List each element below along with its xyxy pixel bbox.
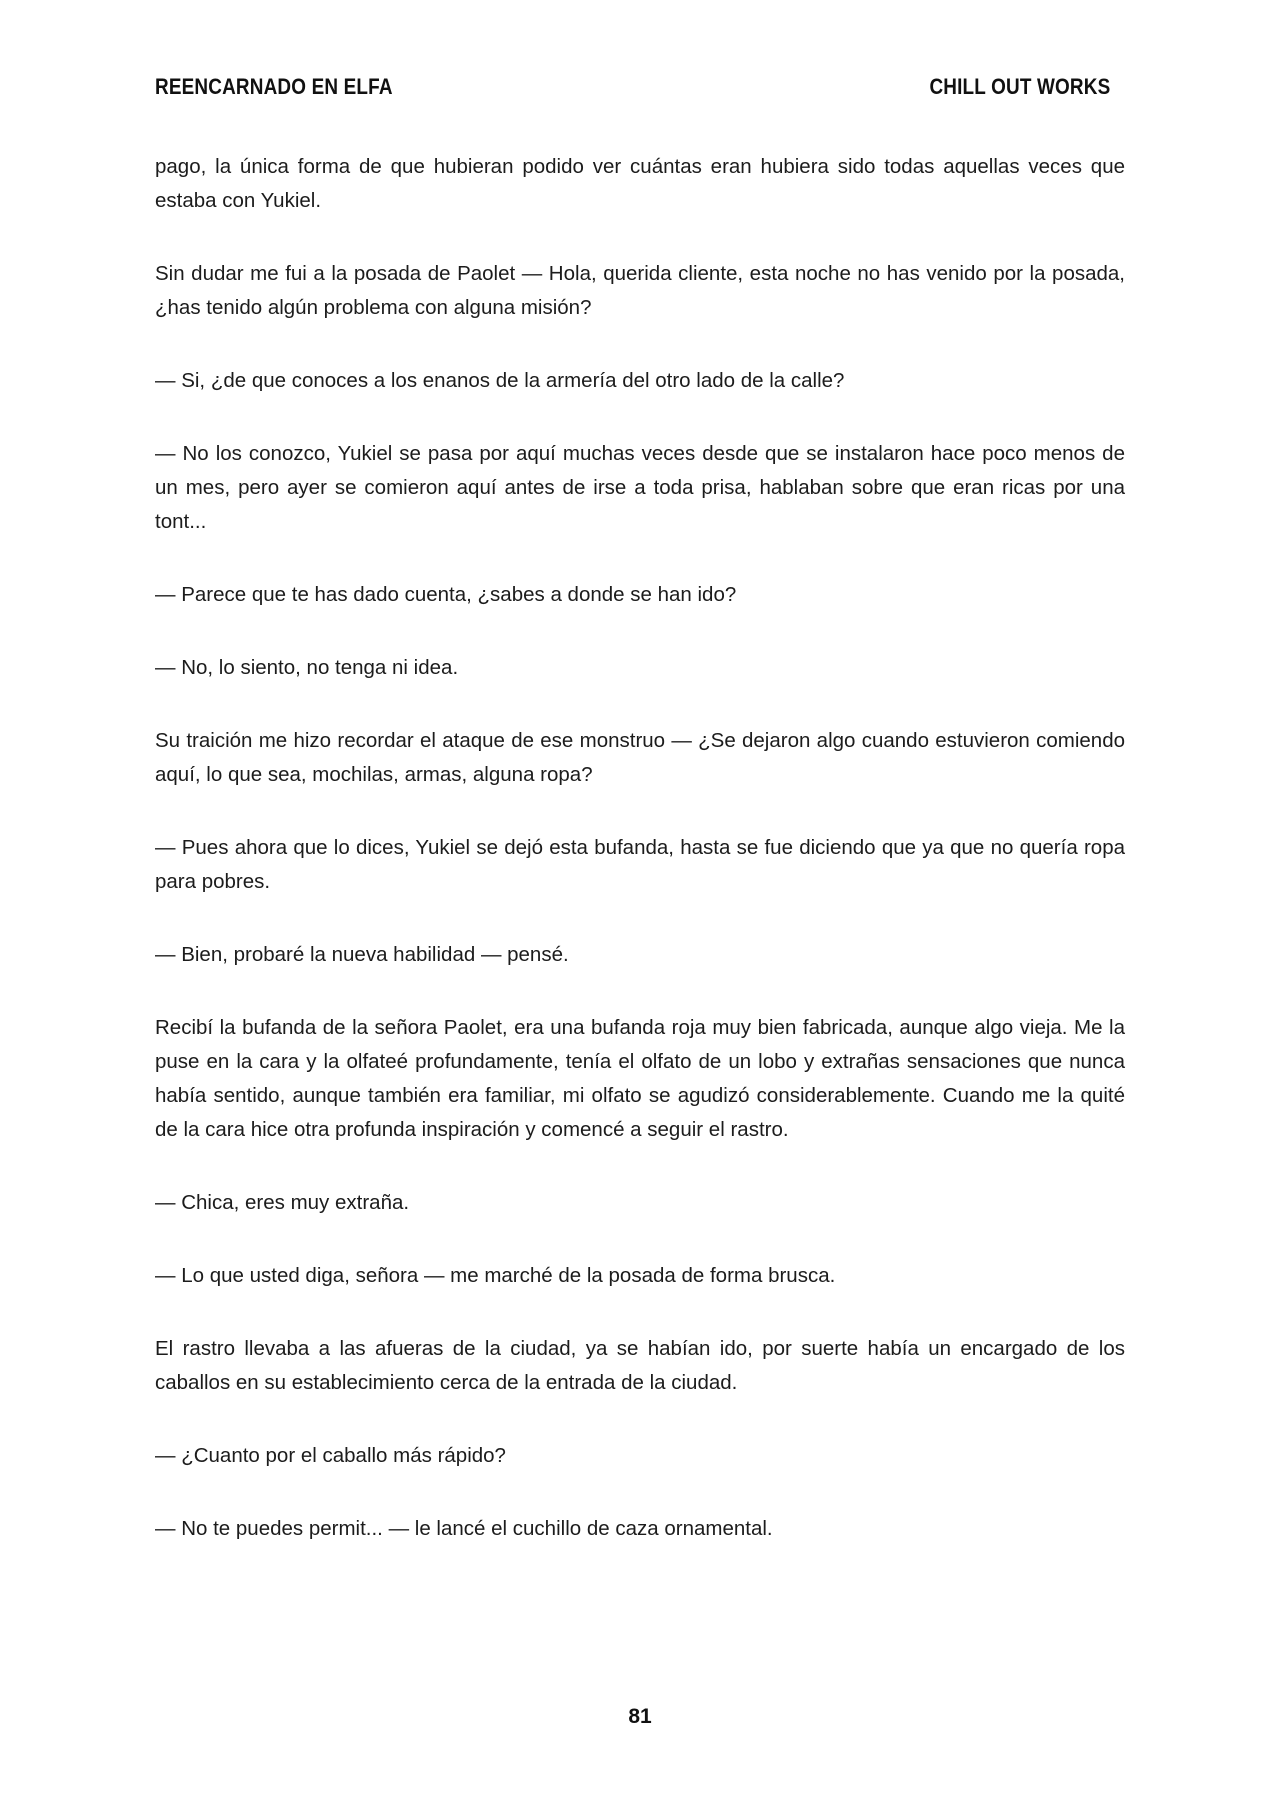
paragraph: — No, lo siento, no tenga ni idea. (155, 656, 459, 679)
book-title: REENCARNADO EN ELFA (155, 74, 393, 99)
paragraph: Recibí la bufanda de la señora Paolet, era una bufanda roja muy bien fabricada, aunque algo vieja. Me la puse en la cara y la olfateé profundamente, tenía el olfato de un lobo y extrañas sensaciones que nunca había sentido, aunque también era familiar, mi olfato se agudizó considerablemente. Cuando me la quité de la cara hice otra profunda inspiración y comencé a seguir el rastro. (155, 1016, 1125, 1141)
paragraph: — ¿Cuanto por el caballo más rápido? (155, 1444, 506, 1467)
paragraph: pago, la única forma de que hubieran podido ver cuántas eran hubiera sido todas aquellas veces que estaba con Yukiel. (155, 155, 1125, 212)
paragraph: Sin dudar me fui a la posada de Paolet — Hola, querida cliente, esta noche no has venido por la posada, ¿has tenido algún problema con alguna misión? (155, 262, 1125, 319)
publisher-name: CHILL OUT WORKS (929, 74, 1110, 99)
page-header (155, 74, 1110, 100)
paragraph: — No los conozco, Yukiel se pasa por aquí muchas veces desde que se instalaron hace poco menos de un mes, pero ayer se comieron aquí antes de irse a toda prisa, hablaban sobre que eran ricas por una tont... (155, 442, 1125, 533)
body-text (155, 150, 1125, 1585)
paragraph: — Lo que usted diga, señora — me marché de la posada de forma brusca. (155, 1264, 836, 1287)
paragraph: — Bien, probaré la nueva habilidad — pensé. (155, 943, 569, 966)
paragraph: — Pues ahora que lo dices, Yukiel se dejó esta bufanda, hasta se fue diciendo que ya que no quería ropa para pobres. (155, 836, 1125, 893)
paragraph: — No te puedes permit... — le lancé el cuchillo de caza ornamental. (155, 1517, 773, 1540)
paragraph: El rastro llevaba a las afueras de la ciudad, ya se habían ido, por suerte había un encargado de los caballos en su establecimiento cerca de la entrada de la ciudad. (155, 1337, 1125, 1394)
paragraph: — Parece que te has dado cuenta, ¿sabes a donde se han ido? (155, 583, 737, 606)
paragraph: Su traición me hizo recordar el ataque de ese monstruo — ¿Se dejaron algo cuando estuvieron comiendo aquí, lo que sea, mochilas, armas, alguna ropa? (155, 729, 1125, 786)
page-number: 81 (628, 1705, 652, 1728)
paragraph: — Chica, eres muy extraña. (155, 1191, 410, 1214)
paragraph: — Si, ¿de que conoces a los enanos de la armería del otro lado de la calle? (155, 369, 845, 392)
